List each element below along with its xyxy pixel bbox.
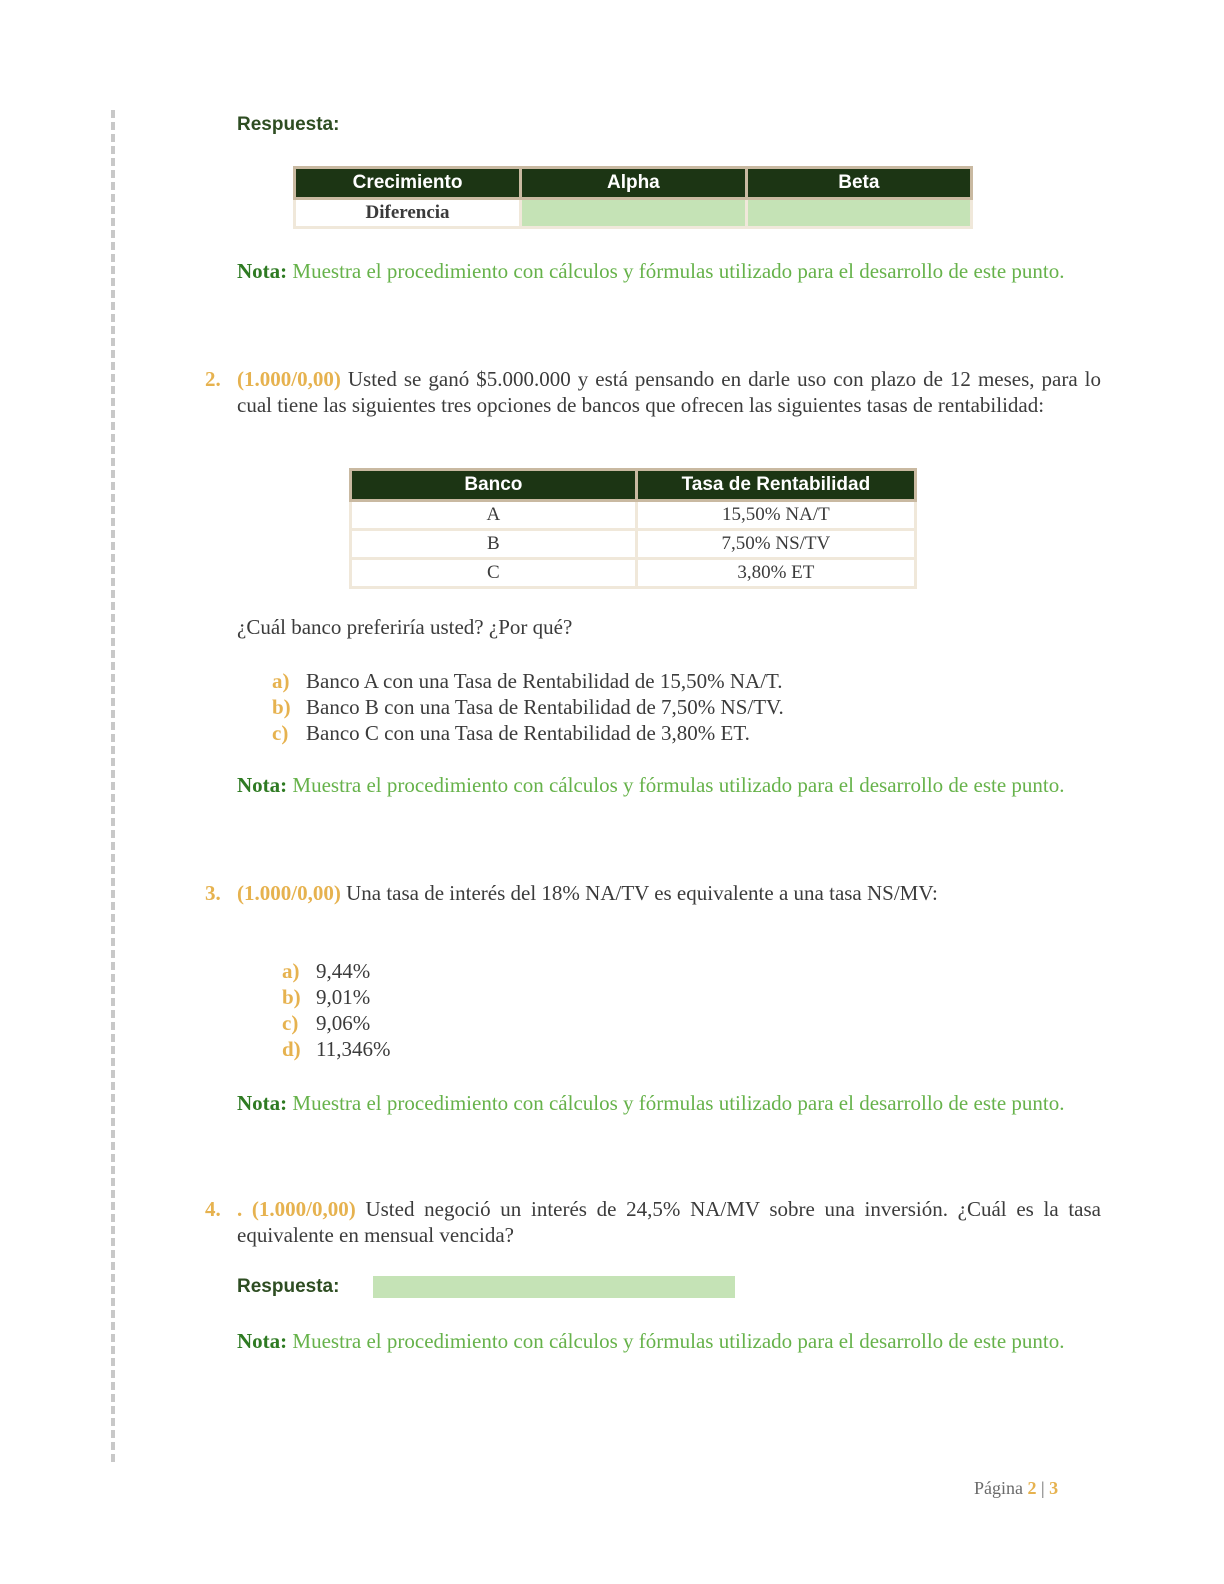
question-text: (1.000/0,00) Usted se ganó $5.000.000 y está pensando en darle uso con plazo de 12 meses, para lo cual tiene las siguientes tres opciones de bancos que ofrecen las siguientes tasas de rentabilidad: [237, 367, 1102, 417]
table-header: Crecimiento [295, 168, 521, 199]
table-row [351, 559, 916, 588]
option-item[interactable]: a) Banco A con una Tasa de Rentabilidad de 15,50% NA/T. [272, 669, 783, 693]
question-text: . (1.000/0,00) Usted negoció un interés de 24,5% NA/MV sobre una inversión. ¿Cuál es la tasa equivalente en mensual vencida? [237, 1197, 1101, 1247]
answer-label: Respuesta: [237, 1276, 340, 1297]
alpha-answer-cell[interactable] [521, 199, 747, 228]
option-item[interactable]: b) Banco B con una Tasa de Rentabilidad de 7,50% NS/TV. [272, 695, 784, 719]
question-points: (1.000/0,00) [237, 881, 341, 905]
table-header: Banco [351, 470, 637, 501]
answer-input-field[interactable] [373, 1276, 735, 1298]
note-paragraph: Nota: Muestra el procedimiento con cálculos y fórmulas utilizado para el desarrollo de este punto. [237, 1329, 1065, 1353]
growth-table [293, 166, 973, 229]
question-number: 2. [205, 367, 221, 391]
question-prompt: ¿Cuál banco preferiría usted? ¿Por qué? [237, 615, 573, 639]
question-points: (1.000/0,00) [237, 367, 341, 391]
table-row-label: Diferencia [295, 199, 521, 228]
options-list [272, 668, 784, 746]
bank-rates-table [349, 468, 917, 589]
table-cell: C [351, 559, 637, 588]
table-row [351, 530, 916, 559]
table-header: Beta [746, 168, 971, 199]
note-paragraph: Nota: Muestra el procedimiento con cálculos y fórmulas utilizado para el desarrollo de este punto. [237, 773, 1065, 797]
option-item[interactable]: d) 11,346% [282, 1037, 391, 1061]
option-item[interactable]: c) 9,06% [282, 1011, 371, 1035]
option-item[interactable]: a) 9,44% [282, 959, 371, 983]
note-paragraph: Nota: Muestra el procedimiento con cálculos y fórmulas utilizado para el desarrollo de este punto. [237, 1091, 1065, 1115]
table-header: Alpha [521, 168, 747, 199]
table-header: Tasa de Rentabilidad [636, 470, 915, 501]
table-cell: 7,50% NS/TV [636, 530, 915, 559]
answer-label: Respuesta: [237, 114, 340, 135]
question-number: 3. [205, 881, 221, 905]
table-cell: A [351, 501, 637, 530]
table-cell: 15,50% NA/T [636, 501, 915, 530]
margin-dashed-rule [111, 110, 115, 1462]
table-cell: B [351, 530, 637, 559]
note-paragraph: Nota: Muestra el procedimiento con cálculos y fórmulas utilizado para el desarrollo de este punto. [237, 259, 1065, 283]
table-row [351, 501, 916, 530]
question-points: . (1.000/0,00) [237, 1197, 356, 1221]
question-number: 4. [205, 1197, 221, 1221]
table-cell: 3,80% ET [636, 559, 915, 588]
question-text: (1.000/0,00) Una tasa de interés del 18% NA/TV es equivalente a una tasa NS/MV: [237, 881, 938, 905]
option-item[interactable]: b) 9,01% [282, 985, 371, 1009]
options-list [282, 958, 390, 1062]
option-item[interactable]: c) Banco C con una Tasa de Rentabilidad de 3,80% ET. [272, 721, 750, 745]
beta-answer-cell[interactable] [746, 199, 971, 228]
page-number: Página 2 | 3 [974, 1478, 1059, 1498]
